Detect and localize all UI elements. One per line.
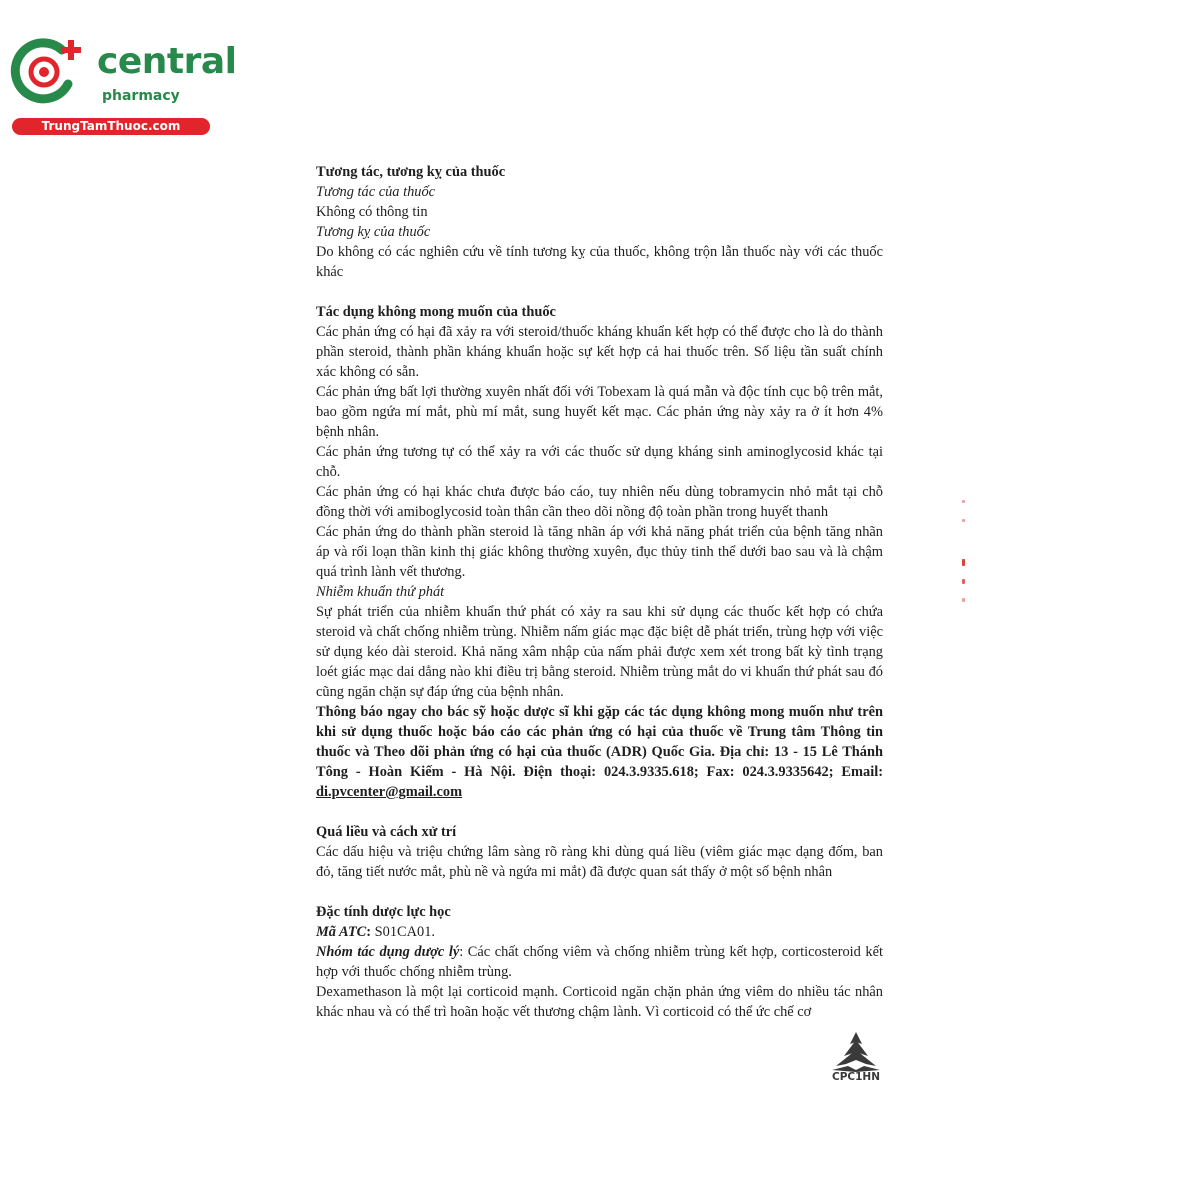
paragraph: Các phản ứng có hại đã xảy ra với steroid/thuốc kháng khuẩn kết hợp có thể được cho là do thành phần steroid, thành phần kháng khuẩn hoặc sự kết hợp cả hai thuốc trên. Số liệu tần suất chính xác không có sẵn. xyxy=(316,324,883,380)
paragraph: Dexamethason là một lại corticoid mạnh. Corticoid ngăn chặn phản ứng viêm do nhiều tác nhân khác nhau và có thể trì hoãn hoặc vết thương chậm lành. Vì corticoid có thể ức chế cơ xyxy=(316,984,883,1020)
atc-value: S01CA01. xyxy=(374,924,436,940)
document-body xyxy=(316,162,883,1022)
margin-speck xyxy=(962,500,965,503)
paragraph: Sự phát triển của nhiễm khuẩn thứ phát có xảy ra sau khi sử dụng các thuốc kết hợp có chứa steroid và chất chống nhiễm trùng. Nhiễm nấm giác mạc đặc biệt dễ phát triển, trùng hợp với việc sử dụng kéo dài steroid. Khả năng xâm nhập của nấm phải được xem xét trong bất kỳ tình trạng loét giác mạc dai dẳng nào khi điều trị bằng steroid. Nhiễm trùng mắt do vi khuẩn thứ phát sau đó cũng ngăn chặn sự đáp ứng của bệnh nhân. xyxy=(316,604,883,700)
paragraph: Các dấu hiệu và triệu chứng lâm sàng rõ ràng khi dùng quá liều (viêm giác mạc dạng đốm, ban đỏ, tăng tiết nước mắt, phù nề và ngứa mi mắt) đã được quan sát thấy ở một số bệnh nhân xyxy=(316,844,883,880)
logo-brand-text: central xyxy=(97,41,237,82)
atc-code-line: Mã ATC: S01CA01. xyxy=(316,924,436,940)
paragraph: Các phản ứng có hại khác chưa được báo cáo, tuy nhiên nếu dùng tobramycin nhỏ mắt tại chỗ đồng thời với amiboglycosid toàn thân cần theo dõi nồng độ toàn phần trong huyết thanh xyxy=(316,484,883,520)
subheading-secondary-infection: Nhiễm khuẩn thứ phát xyxy=(316,584,445,600)
section-title-interactions: Tương tác, tương kỵ của thuốc xyxy=(316,164,506,180)
cpc1hn-text: CPC1HN xyxy=(832,1071,880,1083)
section-title-overdose: Quá liều và cách xử trí xyxy=(316,824,457,840)
margin-speck xyxy=(962,579,965,584)
paragraph: Không có thông tin xyxy=(316,204,428,220)
subheading-incompatibility: Tương kỵ của thuốc xyxy=(316,224,431,240)
paragraph: Do không có các nghiên cứu về tính tương kỵ của thuốc, không trộn lẫn thuốc này với các thuốc khác xyxy=(316,244,883,280)
subheading-drug-interactions: Tương tác của thuốc xyxy=(316,184,436,200)
logo-site-banner: TrungTamThuoc.com xyxy=(12,118,210,135)
paragraph: Các phản ứng do thành phần steroid là tăng nhãn áp với khả năng phát triển của bệnh tăng nhãn áp và rối loạn thần kinh thị giác không thường xuyên, đục thủy tinh thể dưới bao sau và là chậm quá trình lành vết thương. xyxy=(316,524,883,580)
section-title-adverse-effects: Tác dụng không mong muốn của thuốc xyxy=(316,304,556,320)
logo-sub-text: pharmacy xyxy=(102,88,180,104)
central-pharmacy-logo xyxy=(10,36,237,136)
section-title-pharmacodynamics: Đặc tính dược lực học xyxy=(316,904,451,920)
paragraph: Các phản ứng tương tự có thể xảy ra với các thuốc sử dụng kháng sinh aminoglycosid khác tại chỗ. xyxy=(316,444,883,480)
paragraph: Các phản ứng bất lợi thường xuyên nhất đối với Tobexam là quá mẫn và độc tính cục bộ trên mắt, bao gồm ngứa mí mắt, phù mí mắt, sung huyết kết mạc. Các phản ứng này xảy ra ở ít hơn 4% bệnh nhân. xyxy=(316,384,883,440)
pharmacologic-group-line xyxy=(316,942,883,982)
atc-label: Mã ATC xyxy=(316,924,367,940)
adr-notice xyxy=(316,702,883,802)
group-label: Nhóm tác dụng dược lý xyxy=(316,944,460,960)
margin-speck xyxy=(962,598,965,602)
email-link[interactable]: di.pvcenter@gmail.com xyxy=(316,784,463,800)
margin-speck xyxy=(962,519,965,522)
group-value: : Các chất chống viêm và chống nhiễm trùng kết hợp, corticosteroid kết hợp với thuốc chống nhiễm trùng. xyxy=(316,944,884,980)
margin-speck xyxy=(962,559,965,566)
pharmacy-cross-icon xyxy=(10,36,90,106)
adr-notice-text: Thông báo ngay cho bác sỹ hoặc dược sĩ khi gặp các tác dụng không mong muốn như trên khi sử dụng thuốc hoặc báo cáo các phản ứng có hại của thuốc về Trung tâm Thông tin thuốc và Theo dõi phản ứng có hại của thuốc (ADR) Quốc Gia. Địa chỉ: 13 - 15 Lê Thánh Tông - Hoàn Kiếm - Hà Nội. Điện thoại: 024.3.9335.618; Fax: 024.3.9335642; Email: xyxy=(316,704,883,780)
